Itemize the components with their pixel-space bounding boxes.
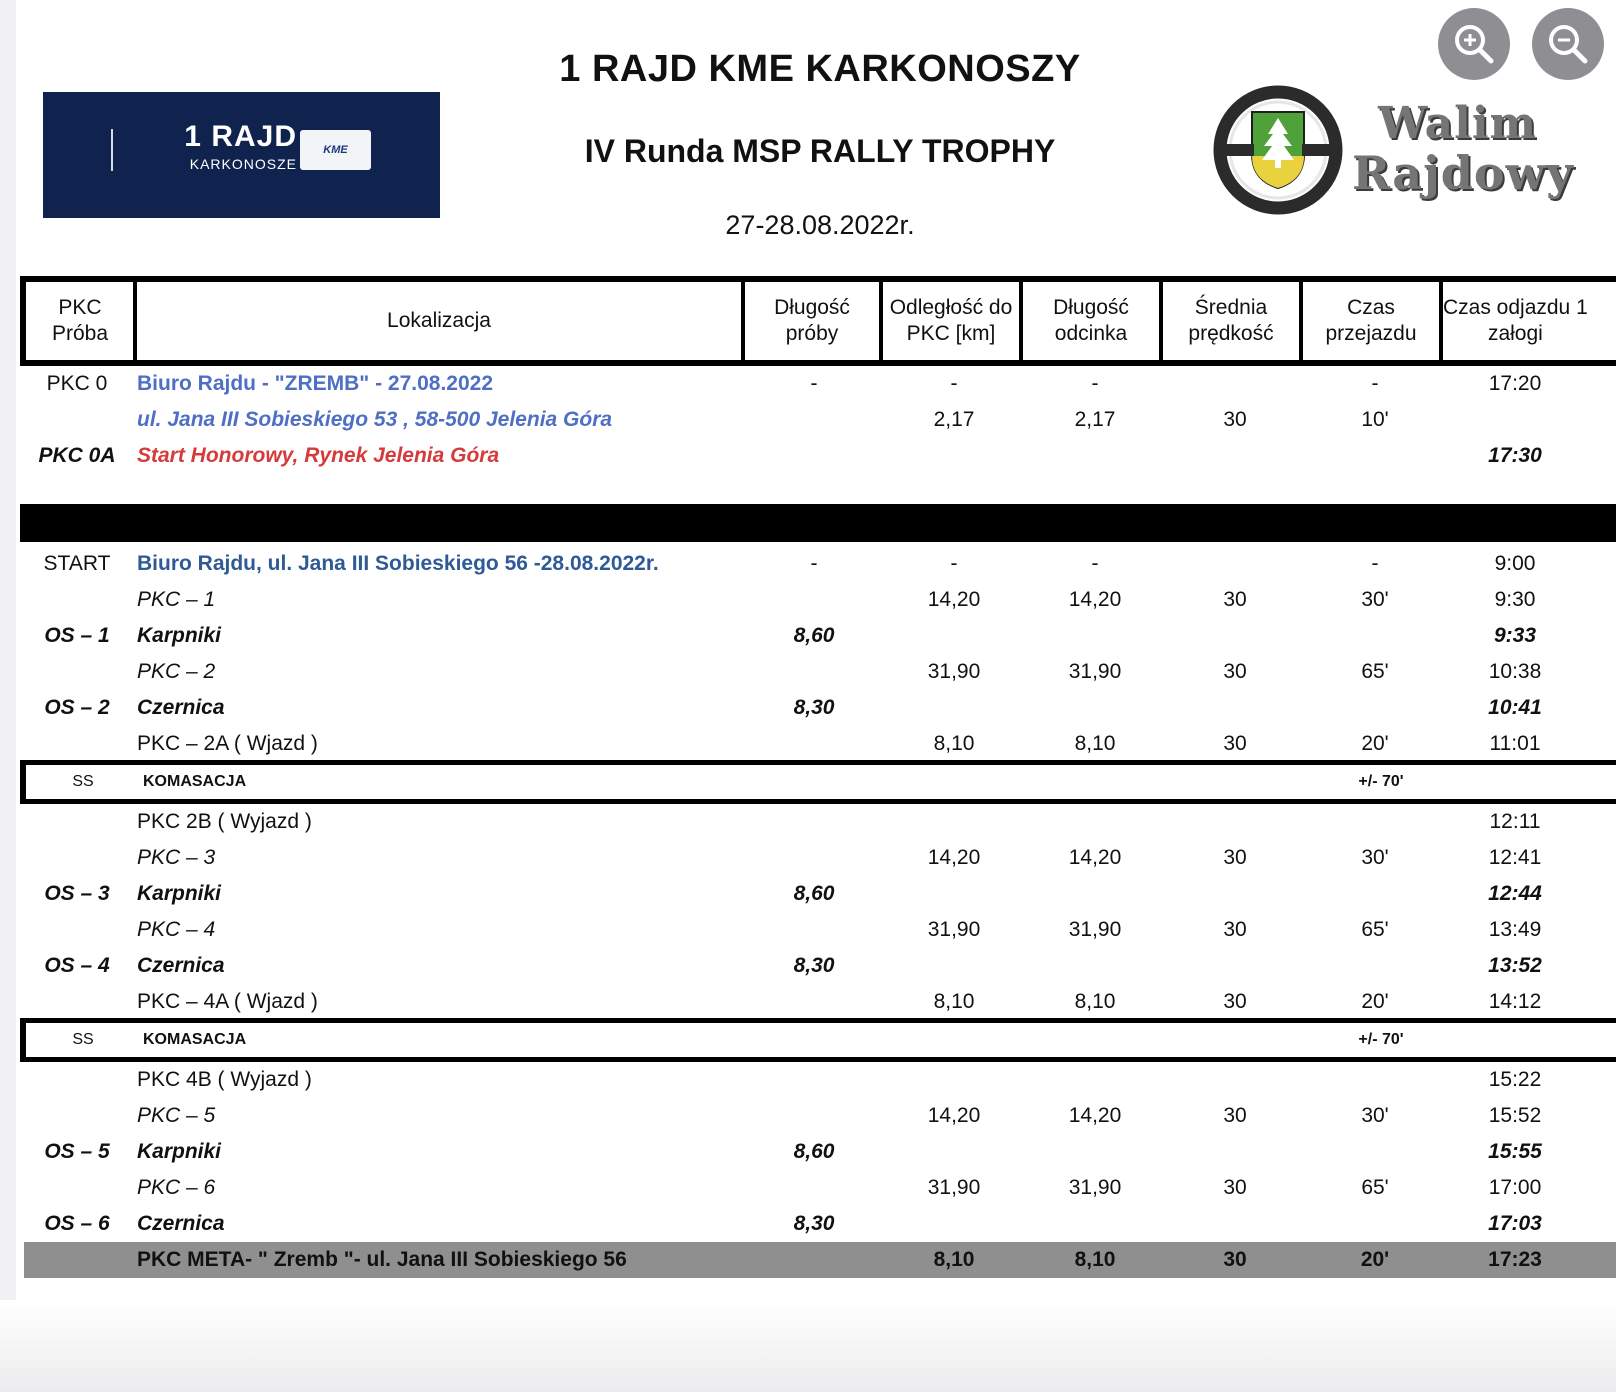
cell-czas-przejazdu: 30' xyxy=(1361,1104,1389,1127)
cell-czas-odjazdu: 15:55 xyxy=(1488,1140,1542,1163)
cell-dlugosc-proby xyxy=(745,912,883,948)
cell-dlugosc-odcinka xyxy=(1025,1206,1165,1242)
zoom-out-icon xyxy=(1532,8,1604,80)
cell-czas-przejazdu: 20' xyxy=(1360,1248,1390,1271)
table-row xyxy=(20,726,1616,762)
page-title: 1 RAJD KME KARKONOSZY xyxy=(559,48,1081,90)
cell-czas-przejazdu xyxy=(1305,1062,1445,1098)
cell-location: PKC – 2A ( Wjazd ) xyxy=(137,732,318,755)
cell-dlugosc-odcinka: - xyxy=(1091,552,1099,575)
cell-id xyxy=(20,1062,134,1098)
cell-czas-odjazdu: 15:22 xyxy=(1488,1068,1542,1091)
cell-srednia xyxy=(1165,876,1305,912)
cell-czas-przejazdu: 10' xyxy=(1361,408,1389,431)
cell-dlugosc-odcinka xyxy=(1025,690,1165,726)
header-srednia: Średnia prędkość xyxy=(1188,296,1274,345)
cell-dlugosc-odcinka: 14,20 xyxy=(1068,588,1122,611)
cell-czas-odjazdu: 17:00 xyxy=(1488,1176,1542,1199)
table-row xyxy=(20,912,1616,948)
cell-srednia xyxy=(1165,366,1305,402)
cell-dlugosc-odcinka: 31,90 xyxy=(1068,660,1122,683)
cell-dlugosc-odcinka xyxy=(1025,438,1165,474)
cell-location: PKC – 2 xyxy=(137,660,216,683)
cell-dlugosc-odcinka xyxy=(1025,948,1165,984)
cell-location: ul. Jana III Sobieskiego 53 , 58-500 Jelenia Góra xyxy=(137,408,613,431)
cell-czas-przejazdu: - xyxy=(1371,552,1379,575)
cell-czas-odjazdu xyxy=(1445,402,1585,438)
cell-odleglosc: 31,90 xyxy=(927,918,981,941)
cell-czas-przejazdu: 20' xyxy=(1361,732,1389,755)
cell-srednia: 30 xyxy=(1223,990,1247,1013)
cell-odleglosc xyxy=(883,618,1025,654)
cell-location: KOMASACJA xyxy=(143,773,247,790)
cell-location: Czernica xyxy=(137,696,225,719)
cell-dlugosc-odcinka: 31,90 xyxy=(1068,1176,1122,1199)
cell-czas-odjazdu: 9:33 xyxy=(1493,624,1537,647)
cell-odleglosc: - xyxy=(950,552,958,575)
cell-id: START xyxy=(43,552,111,575)
cell-czas-przejazdu: +/- 70' xyxy=(1358,773,1404,790)
cell-czas-odjazdu: 13:49 xyxy=(1488,918,1542,941)
cell-srednia xyxy=(1165,948,1305,984)
table-row xyxy=(20,618,1616,654)
cell-srednia: 30 xyxy=(1223,918,1247,941)
cell-id xyxy=(20,582,134,618)
cell-srednia: 30 xyxy=(1223,588,1247,611)
table-row xyxy=(20,1062,1616,1098)
table-row xyxy=(20,402,1616,438)
cell-dlugosc-odcinka: 14,20 xyxy=(1068,846,1122,869)
steering-wheel-crest-icon xyxy=(1212,84,1352,216)
cell-location: Karpniki xyxy=(137,624,222,647)
cell-location: PKC 4B ( Wyjazd ) xyxy=(137,1068,312,1091)
service-row xyxy=(20,1018,1616,1062)
table-row xyxy=(20,876,1616,912)
table-row xyxy=(20,804,1616,840)
cell-id xyxy=(20,402,134,438)
cell-location: PKC – 6 xyxy=(137,1176,216,1199)
cell-srednia xyxy=(1165,1134,1305,1170)
cell-dlugosc-proby xyxy=(745,1062,883,1098)
cell-location: Czernica xyxy=(137,954,225,977)
cell-dlugosc-proby xyxy=(745,984,883,1020)
cell-dlugosc-proby: 8,60 xyxy=(793,624,835,647)
header-lokalizacja: Lokalizacja xyxy=(387,309,491,332)
table-row xyxy=(20,948,1616,984)
cell-czas-przejazdu: 30' xyxy=(1361,846,1389,869)
cell-srednia: 30 xyxy=(1223,1176,1247,1199)
cell-czas-odjazdu: 17:03 xyxy=(1488,1212,1542,1235)
cell-srednia xyxy=(1165,618,1305,654)
logo-line2: KARKONOSZE xyxy=(189,156,297,172)
cell-id xyxy=(20,654,134,690)
cell-czas-odjazdu: 12:41 xyxy=(1488,846,1542,869)
header-pkc: PKC Próba xyxy=(51,296,109,345)
logo-line1: 1 RAJD xyxy=(184,120,297,153)
zoom-in-button[interactable] xyxy=(1438,8,1510,80)
cell-dlugosc-proby: 8,30 xyxy=(793,696,835,719)
cell-srednia xyxy=(1165,546,1305,582)
cell-czas-odjazdu: 17:30 xyxy=(1488,444,1542,467)
cell-location: PKC – 5 xyxy=(137,1104,216,1127)
cell-czas-przejazdu: 65' xyxy=(1361,1176,1389,1199)
cell-id: PKC 0 xyxy=(46,372,108,395)
cell-odleglosc xyxy=(883,438,1025,474)
cell-id: SS xyxy=(72,1031,94,1048)
page-subtitle: IV Runda MSP RALLY TROPHY xyxy=(584,133,1056,169)
rajd-karkonosze-logo xyxy=(43,92,440,218)
page-bottom-fade xyxy=(0,1300,1616,1392)
cell-czas-przejazdu xyxy=(1305,1134,1445,1170)
table-row xyxy=(20,1098,1616,1134)
cell-dlugosc-proby: - xyxy=(810,372,818,395)
cell-czas-przejazdu: +/- 70' xyxy=(1358,1031,1404,1048)
rajdowy-logo-text: Rajdowy xyxy=(1352,146,1574,200)
day-separator xyxy=(20,504,1616,542)
cell-dlugosc-odcinka xyxy=(1025,804,1165,840)
table-row xyxy=(20,984,1616,1020)
cell-dlugosc-odcinka: 8,10 xyxy=(1074,990,1116,1013)
cell-odleglosc xyxy=(883,1134,1025,1170)
cell-id: SS xyxy=(72,773,94,790)
table-header xyxy=(20,276,1616,366)
cell-dlugosc-proby: 8,60 xyxy=(793,1140,835,1163)
cell-czas-odjazdu: 12:11 xyxy=(1489,810,1541,833)
cell-srednia xyxy=(1165,1206,1305,1242)
cell-id: OS – 6 xyxy=(44,1212,110,1235)
cell-odleglosc: 2,17 xyxy=(933,408,975,431)
cell-odleglosc: 14,20 xyxy=(927,846,981,869)
cell-czas-przejazdu xyxy=(1305,618,1445,654)
table-row xyxy=(20,582,1616,618)
cell-czas-przejazdu xyxy=(1305,1206,1445,1242)
cell-czas-przejazdu: - xyxy=(1371,372,1379,395)
cell-dlugosc-odcinka xyxy=(1025,876,1165,912)
cell-odleglosc xyxy=(883,1062,1025,1098)
header-czas-przejazdu: Czas przejazdu xyxy=(1325,296,1417,345)
cell-id xyxy=(20,840,134,876)
cell-srednia: 30 xyxy=(1223,408,1247,431)
cell-odleglosc: 8,10 xyxy=(933,990,975,1013)
cell-id: OS – 1 xyxy=(44,624,110,647)
cell-dlugosc-odcinka xyxy=(1025,1062,1165,1098)
cell-odleglosc xyxy=(883,1206,1025,1242)
zoom-in-icon xyxy=(1438,8,1510,80)
cell-id: OS – 5 xyxy=(44,1140,110,1163)
cell-dlugosc-proby xyxy=(745,840,883,876)
cell-odleglosc xyxy=(883,690,1025,726)
cell-czas-przejazdu xyxy=(1305,438,1445,474)
header-dlugosc-proby: Długość próby xyxy=(774,296,850,345)
cell-dlugosc-proby xyxy=(745,1170,883,1206)
cell-czas-odjazdu: 15:52 xyxy=(1488,1104,1542,1127)
cell-dlugosc-odcinka: 8,10 xyxy=(1074,1248,1116,1271)
cell-srednia xyxy=(1165,690,1305,726)
cell-czas-przejazdu: 20' xyxy=(1361,990,1389,1013)
service-row xyxy=(20,760,1616,804)
finish-row xyxy=(24,1242,1616,1278)
cell-odleglosc: 8,10 xyxy=(933,1248,975,1271)
cell-id: OS – 3 xyxy=(44,882,110,905)
cell-dlugosc-proby xyxy=(745,582,883,618)
header-dlugosc-odcinka: Długość odcinka xyxy=(1053,296,1129,345)
table-row xyxy=(20,1170,1616,1206)
cell-czas-odjazdu: 14:12 xyxy=(1488,990,1542,1013)
cell-czas-przejazdu xyxy=(1305,690,1445,726)
cell-dlugosc-proby: 8,30 xyxy=(793,954,835,977)
cell-czas-przejazdu: 65' xyxy=(1361,660,1389,683)
cell-dlugosc-proby: 8,30 xyxy=(793,1212,835,1235)
cell-id xyxy=(20,1170,134,1206)
cell-id xyxy=(20,1098,134,1134)
cell-czas-odjazdu: 11:01 xyxy=(1489,732,1541,755)
cell-srednia: 30 xyxy=(1223,660,1247,683)
cell-id: PKC 0A xyxy=(38,444,116,467)
cell-dlugosc-odcinka xyxy=(1025,1134,1165,1170)
cell-odleglosc: 8,10 xyxy=(933,732,975,755)
cell-odleglosc xyxy=(883,804,1025,840)
cell-srednia: 30 xyxy=(1223,1104,1247,1127)
cell-odleglosc xyxy=(883,948,1025,984)
cell-dlugosc-proby xyxy=(745,1098,883,1134)
table-row xyxy=(20,1134,1616,1170)
cell-srednia xyxy=(1165,804,1305,840)
cell-czas-odjazdu: 10:38 xyxy=(1488,660,1542,683)
cell-czas-odjazdu: 12:44 xyxy=(1488,882,1542,905)
cell-dlugosc-odcinka xyxy=(1025,618,1165,654)
table-row xyxy=(20,690,1616,726)
cell-czas-przejazdu: 65' xyxy=(1361,918,1389,941)
page-gutter xyxy=(0,0,16,1392)
cell-dlugosc-proby xyxy=(745,726,883,762)
cell-id xyxy=(20,804,134,840)
cell-location: PKC – 3 xyxy=(137,846,216,869)
cell-dlugosc-odcinka: 14,20 xyxy=(1068,1104,1122,1127)
cell-id xyxy=(20,984,134,1020)
table-row xyxy=(20,840,1616,876)
cell-dlugosc-proby xyxy=(745,804,883,840)
cell-location: Biuro Rajdu - "ZREMB" - 27.08.2022 xyxy=(137,372,493,395)
cell-srednia xyxy=(1165,1062,1305,1098)
cell-location: Karpniki xyxy=(137,1140,222,1163)
event-date: 27-28.08.2022r. xyxy=(725,210,915,240)
cell-location: PKC – 1 xyxy=(137,588,216,611)
cell-dlugosc-proby xyxy=(745,438,883,474)
cell-dlugosc-odcinka: 8,10 xyxy=(1074,732,1116,755)
cell-czas-odjazdu: 9:30 xyxy=(1494,588,1536,611)
cell-id: OS – 2 xyxy=(44,696,110,719)
cell-odleglosc: 31,90 xyxy=(927,660,981,683)
logo-divider xyxy=(111,129,113,171)
cell-czas-przejazdu xyxy=(1305,804,1445,840)
cell-czas-przejazdu xyxy=(1305,876,1445,912)
cell-odleglosc: 14,20 xyxy=(927,588,981,611)
cell-dlugosc-proby: - xyxy=(810,552,818,575)
cell-location: PKC META- " Zremb "- ul. Jana III Sobieskiego 56 xyxy=(137,1248,627,1271)
cell-id xyxy=(20,912,134,948)
cell-id xyxy=(24,1242,138,1278)
cell-odleglosc: 31,90 xyxy=(927,1176,981,1199)
cell-location: Czernica xyxy=(137,1212,225,1235)
cell-czas-odjazdu: 13:52 xyxy=(1488,954,1542,977)
cell-czas-przejazdu: 30' xyxy=(1361,588,1389,611)
cell-odleglosc xyxy=(883,876,1025,912)
kme-badge: KME xyxy=(300,130,371,170)
cell-czas-przejazdu xyxy=(1305,948,1445,984)
cell-location: Biuro Rajdu, ul. Jana III Sobieskiego 56 -28.08.2022r. xyxy=(137,552,659,575)
cell-czas-odjazdu: 9:00 xyxy=(1494,552,1536,575)
header-czas-odjazdu: Czas odjazdu 1 załogi xyxy=(1443,296,1588,345)
table-row xyxy=(20,366,1616,402)
cell-odleglosc: - xyxy=(950,372,958,395)
header-odleglosc: Odległość do PKC [km] xyxy=(889,296,1013,345)
cell-srednia xyxy=(1165,438,1305,474)
cell-location: PKC – 4 xyxy=(137,918,216,941)
cell-location: PKC 2B ( Wyjazd ) xyxy=(137,810,312,833)
table-row xyxy=(20,546,1616,582)
cell-odleglosc: 14,20 xyxy=(927,1104,981,1127)
zoom-out-button[interactable] xyxy=(1532,8,1604,80)
cell-dlugosc-proby: 8,60 xyxy=(793,882,835,905)
table-row xyxy=(20,654,1616,690)
cell-srednia: 30 xyxy=(1223,1248,1247,1271)
cell-id xyxy=(20,726,134,762)
cell-czas-odjazdu: 17:23 xyxy=(1488,1248,1542,1271)
cell-dlugosc-odcinka: 31,90 xyxy=(1068,918,1122,941)
table-row xyxy=(20,438,1616,474)
cell-srednia: 30 xyxy=(1223,846,1247,869)
cell-location: Start Honorowy, Rynek Jelenia Góra xyxy=(137,444,500,467)
cell-location: Karpniki xyxy=(137,882,222,905)
cell-czas-odjazdu: 10:41 xyxy=(1488,696,1542,719)
cell-dlugosc-odcinka: - xyxy=(1091,372,1099,395)
table-row xyxy=(20,1206,1616,1242)
cell-dlugosc-proby xyxy=(745,1242,883,1278)
walim-logo-text: Walim xyxy=(1378,98,1538,149)
cell-czas-odjazdu: 17:20 xyxy=(1488,372,1542,395)
cell-dlugosc-odcinka: 2,17 xyxy=(1074,408,1116,431)
cell-location: PKC – 4A ( Wjazd ) xyxy=(137,990,318,1013)
cell-location: KOMASACJA xyxy=(143,1031,247,1048)
cell-dlugosc-proby xyxy=(745,654,883,690)
cell-dlugosc-proby xyxy=(745,402,883,438)
cell-id: OS – 4 xyxy=(44,954,110,977)
cell-srednia: 30 xyxy=(1223,732,1247,755)
